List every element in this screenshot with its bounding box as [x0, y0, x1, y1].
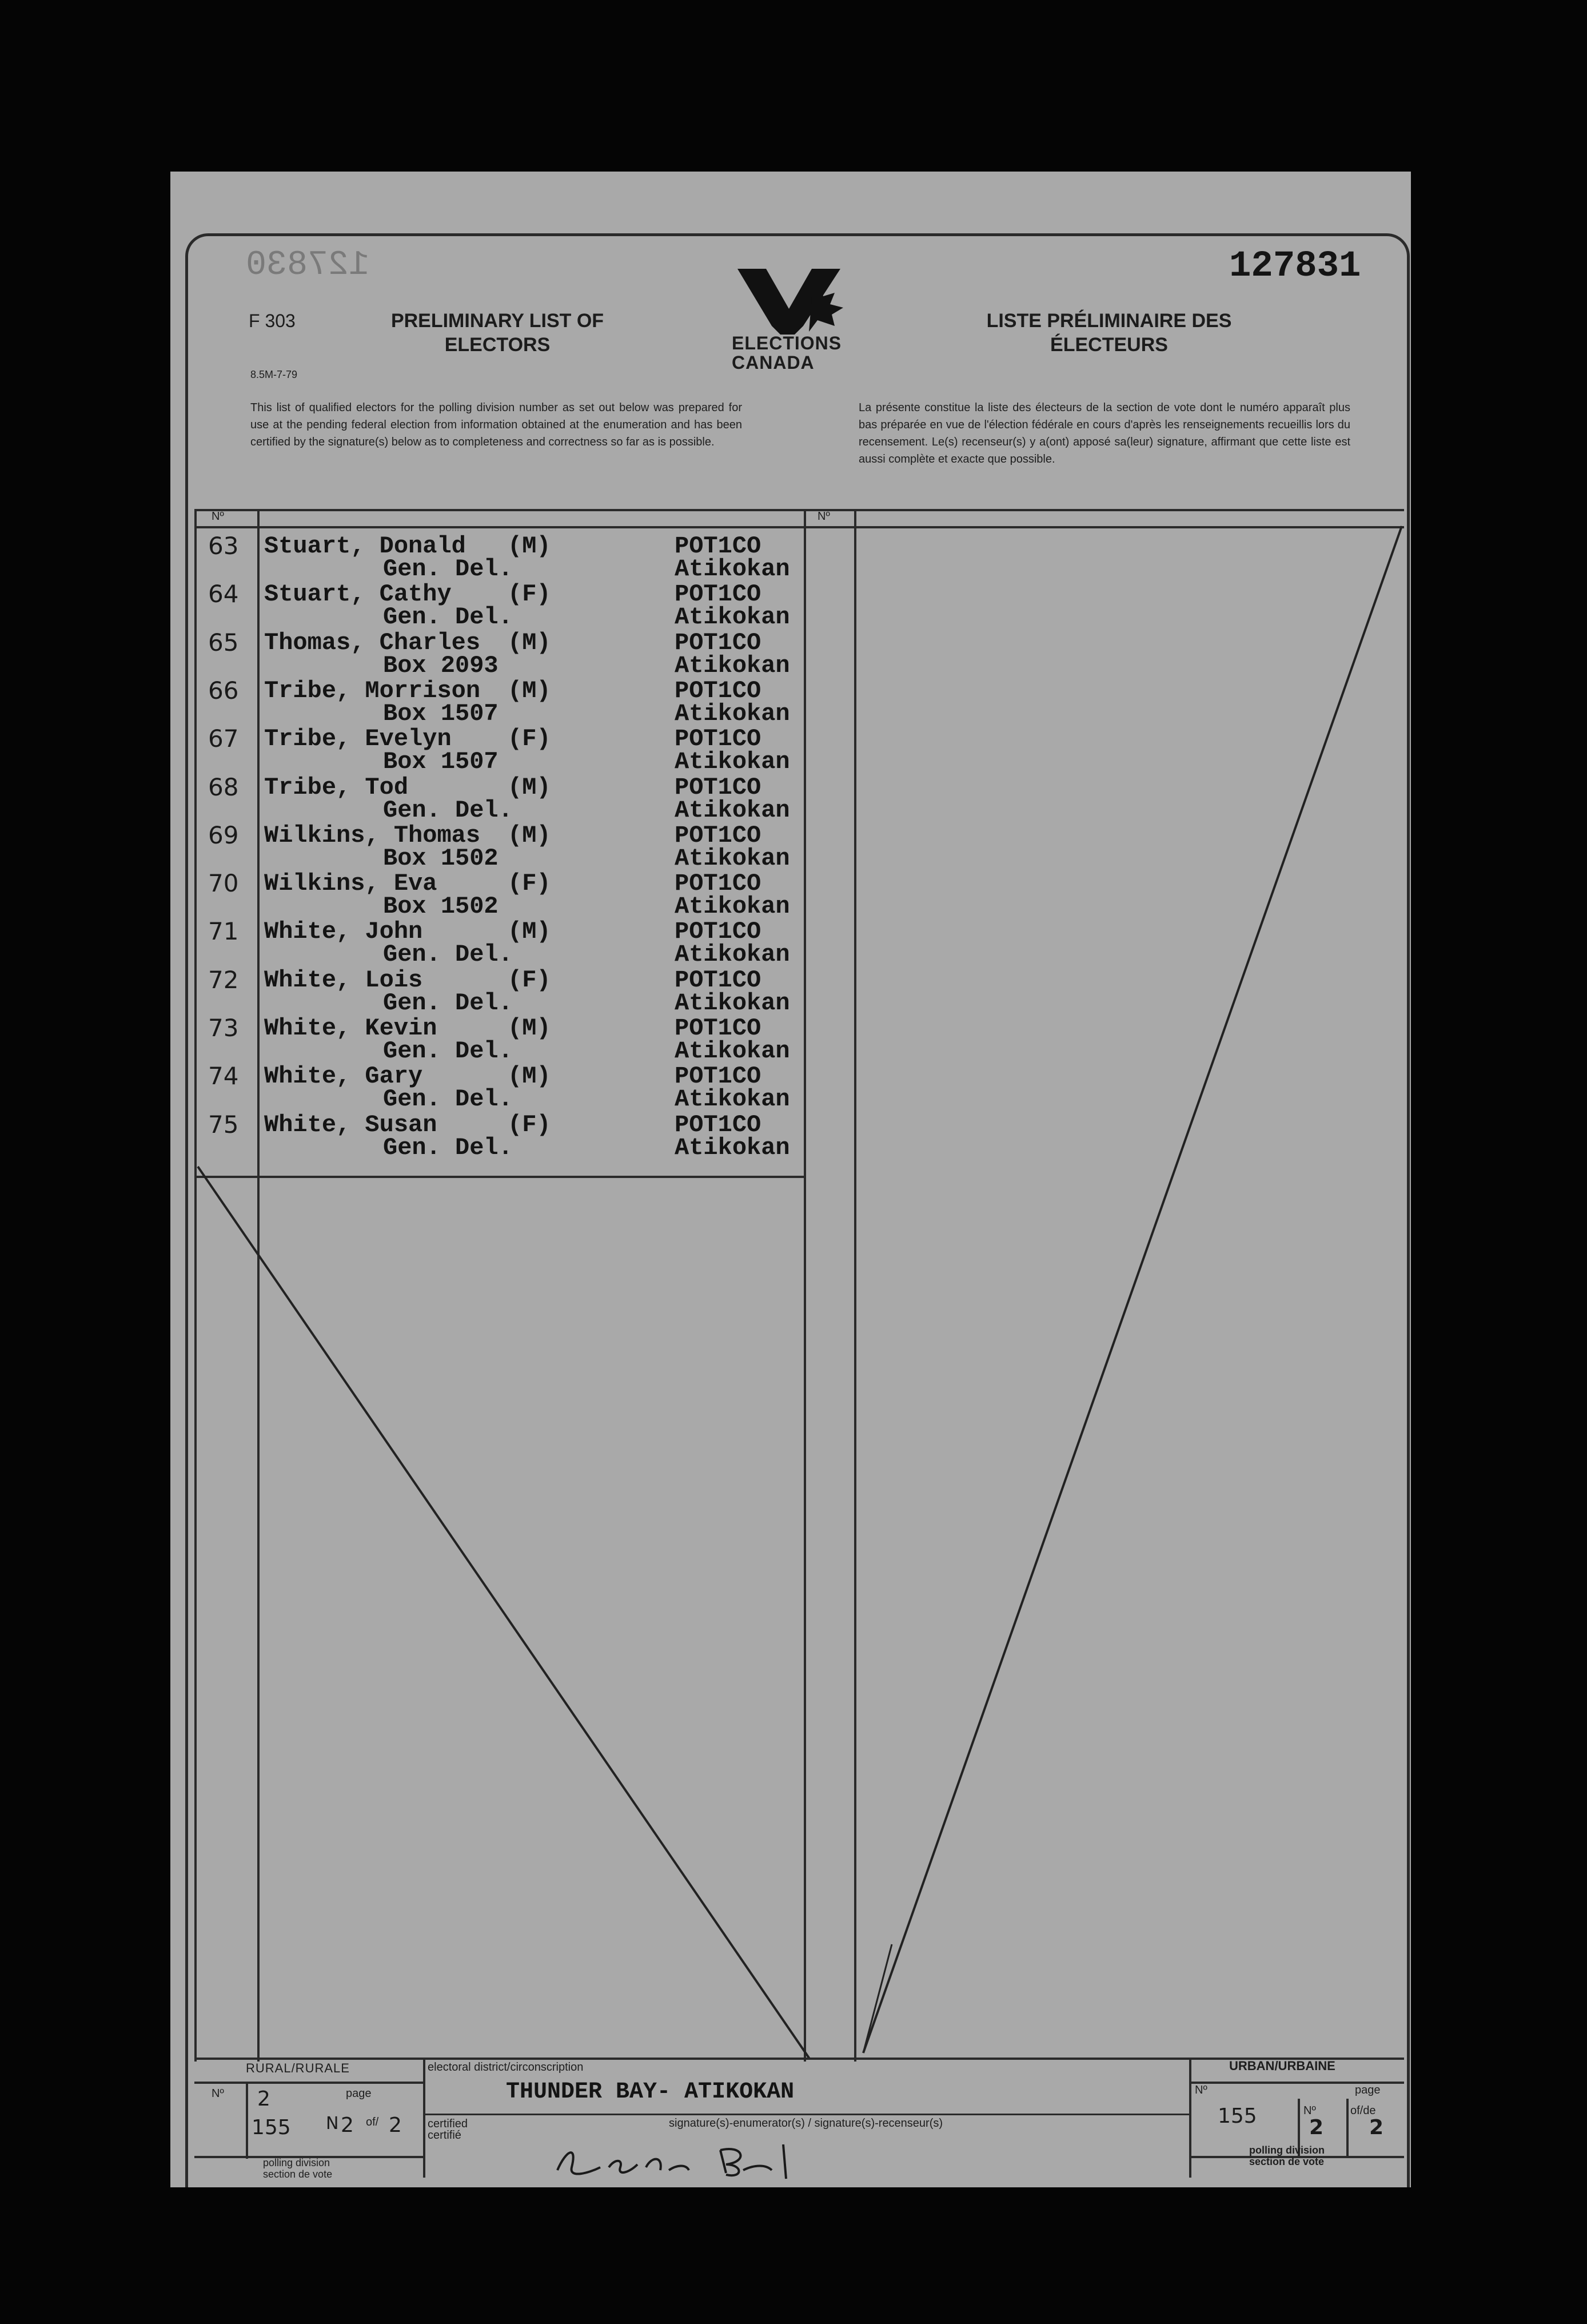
- elector-address: Box 2093: [383, 651, 499, 679]
- elector-sex: (M): [508, 532, 551, 560]
- elector-address: Gen. Del.: [383, 796, 513, 824]
- footer-rural-no-divider: [246, 2082, 248, 2159]
- footer-urban-left: [1189, 2058, 1191, 2178]
- urban-label: URBAN/URBAINE: [1229, 2059, 1335, 2073]
- rural-no-value: 2: [257, 2087, 270, 2111]
- logo-line-1: ELECTIONS: [732, 333, 842, 353]
- urban-of-value: 2: [1369, 2116, 1384, 2139]
- old-number-stamp: 127830: [246, 246, 370, 285]
- elector-number: 72: [208, 965, 239, 994]
- elector-town: Atikokan: [675, 989, 790, 1017]
- elector-postal-code: POT1CO: [675, 1062, 761, 1091]
- elector-town: Atikokan: [675, 941, 790, 969]
- elector-name: White, Susan: [264, 1111, 437, 1139]
- elector-sex: (M): [508, 1062, 551, 1091]
- title-french-line1: LISTE PRÉLIMINAIRE DES: [986, 310, 1232, 332]
- elector-postal-code: POT1CO: [675, 870, 761, 898]
- elector-address: Gen. Del.: [383, 1085, 513, 1113]
- elector-number: 70: [208, 869, 239, 898]
- elector-postal-code: POT1CO: [675, 676, 761, 705]
- elector-name: Tribe, Morrison: [264, 676, 481, 705]
- elector-town: Atikokan: [675, 1085, 790, 1113]
- elector-address: Box 1502: [383, 893, 499, 921]
- elector-address: Box 1507: [383, 748, 499, 776]
- elector-sex: (M): [508, 773, 551, 801]
- rural-polling-line1: polling division: [263, 2157, 330, 2168]
- rural-page-label: page: [346, 2087, 372, 2100]
- certified-line1: certified: [428, 2118, 468, 2130]
- title-english-line1: PRELIMINARY LIST OF: [390, 310, 604, 332]
- elector-postal-code: POT1CO: [675, 580, 761, 608]
- elector-sex: (F): [508, 725, 551, 753]
- title-french-line2: ÉLECTEURS: [1050, 334, 1168, 356]
- elector-postal-code: POT1CO: [675, 1014, 761, 1042]
- elector-address: Gen. Del.: [383, 603, 513, 631]
- elector-number: 69: [208, 821, 239, 849]
- strike-line-left: [198, 1167, 810, 2059]
- elector-town: Atikokan: [675, 555, 790, 583]
- certified-label: [428, 2118, 468, 2141]
- elector-address: Box 1507: [383, 699, 499, 727]
- rural-polling-line2: section de vote: [263, 2168, 333, 2180]
- rural-polling-label: [263, 2157, 332, 2180]
- elector-town: Atikokan: [675, 844, 790, 872]
- elector-name: Tribe, Evelyn: [264, 725, 452, 753]
- elector-town: Atikokan: [675, 699, 790, 727]
- elector-town: Atikokan: [675, 893, 790, 921]
- strike-line-right-b: [863, 1944, 892, 2053]
- elector-address: Box 1502: [383, 844, 499, 872]
- elector-sex: (M): [508, 676, 551, 705]
- elector-number: 71: [208, 917, 239, 946]
- elector-address: Gen. Del.: [383, 989, 513, 1017]
- elector-sex: (F): [508, 1111, 551, 1139]
- elector-town: Atikokan: [675, 651, 790, 679]
- elector-number: 75: [208, 1110, 239, 1139]
- elector-postal-code: POT1CO: [675, 821, 761, 849]
- elector-number: 63: [208, 532, 239, 560]
- rural-no-label: Nº: [212, 2087, 224, 2100]
- elector-address: Gen. Del.: [383, 941, 513, 969]
- district-label: electoral district/circonscription: [428, 2061, 584, 2074]
- footer-top-rule: [194, 2058, 1404, 2060]
- rural-of-value: 2: [389, 2114, 402, 2137]
- elector-town: Atikokan: [675, 603, 790, 631]
- urban-polling-line2: section de vote: [1249, 2156, 1325, 2167]
- elector-address: Gen. Del.: [383, 1037, 513, 1065]
- elector-postal-code: POT1CO: [675, 773, 761, 801]
- enumerator-signature: [555, 2139, 852, 2184]
- elector-name: White, John: [264, 918, 423, 946]
- urban-of-label: of/de: [1350, 2104, 1376, 2117]
- footer-rural-rule: [194, 2082, 423, 2084]
- elector-name: White, Lois: [264, 966, 423, 994]
- elector-number: 66: [208, 676, 239, 705]
- intro-text-french: La présente constitue la liste des électeurs de la section de vote dont le numéro apparaît plus bas préparée en vue de l'élection fédérale en cours d'après les renseignements recueillis lors du recensement. Le(s) recenseur(s) y a(ont) apposé sa(leur) signature, affirmant que cette liste est aussi complète et exacte que possible.: [859, 401, 1350, 465]
- certified-line2: certifié: [428, 2129, 461, 2142]
- urban-page-value: 2: [1309, 2116, 1324, 2139]
- elector-postal-code: POT1CO: [675, 628, 761, 656]
- logo-line-2: CANADA: [732, 352, 815, 373]
- elector-number: 64: [208, 580, 239, 608]
- elector-postal-code: POT1CO: [675, 1111, 761, 1139]
- elector-number: 67: [208, 725, 239, 753]
- footer-rural-right: [423, 2058, 425, 2178]
- elector-number: 65: [208, 628, 239, 656]
- col-header-no-right: Nº: [818, 510, 830, 523]
- elector-name: Wilkins, Thomas: [264, 821, 481, 849]
- elector-town: Atikokan: [675, 1133, 790, 1161]
- elector-name: Wilkins, Eva: [264, 870, 437, 898]
- elector-town: Atikokan: [675, 1037, 790, 1065]
- elector-town: Atikokan: [675, 748, 790, 776]
- elector-name: Stuart, Donald: [264, 532, 466, 560]
- urban-polling-line1: polling division: [1249, 2144, 1325, 2156]
- urban-divider-2: [1346, 2099, 1349, 2156]
- document-number: 127831: [1229, 246, 1361, 287]
- rural-page-value: 2: [341, 2114, 354, 2137]
- elector-postal-code: POT1CO: [675, 918, 761, 946]
- signature-label: signature(s)-enumerator(s) / signature(s)-recenseur(s): [669, 2117, 943, 2130]
- elector-number: 74: [208, 1062, 239, 1091]
- district-rule: [423, 2114, 1189, 2115]
- urban-polling-label: [1249, 2144, 1325, 2167]
- elector-sex: (F): [508, 580, 551, 608]
- elector-sex: (M): [508, 821, 551, 849]
- elector-postal-code: POT1CO: [675, 966, 761, 994]
- urban-no-mark: Nº: [1303, 2104, 1316, 2117]
- rural-n-mark: N: [326, 2114, 339, 2134]
- elector-name: White, Gary: [264, 1062, 423, 1091]
- rural-division-value: 155: [252, 2116, 291, 2139]
- elector-name: Tribe, Tod: [264, 773, 409, 801]
- elector-town: Atikokan: [675, 796, 790, 824]
- elector-address: Gen. Del.: [383, 555, 513, 583]
- elector-sex: (F): [508, 966, 551, 994]
- title-english-line2: ELECTORS: [444, 334, 551, 356]
- col-header-no-left: Nº: [212, 510, 224, 523]
- urban-page-label: page: [1355, 2084, 1381, 2096]
- elector-number: 68: [208, 773, 239, 801]
- elector-number: 73: [208, 1014, 239, 1042]
- rural-label: RURAL/RURALE: [246, 2061, 350, 2075]
- elector-sex: (F): [508, 870, 551, 898]
- elector-name: Thomas, Charles: [264, 628, 481, 656]
- intro-text-english: This list of qualified electors for the polling division number as set out below was prepared for use at the pending federal election from information obtained at the enumeration and has been certified by the signature(s) below as to completeness and correctness so far as is possible.: [250, 401, 742, 448]
- urban-division-value: 155: [1218, 2104, 1257, 2128]
- urban-no-label: Nº: [1195, 2084, 1207, 2096]
- elector-sex: (M): [508, 628, 551, 656]
- strike-line-right-a: [863, 526, 1402, 2053]
- elector-postal-code: POT1CO: [675, 725, 761, 753]
- form-code: 8.5M-7-79: [250, 369, 298, 380]
- elector-postal-code: POT1CO: [675, 532, 761, 560]
- rural-of-label: of/: [366, 2116, 379, 2128]
- elector-sex: (M): [508, 918, 551, 946]
- elector-address: Gen. Del.: [383, 1133, 513, 1161]
- form-number: F 303: [249, 311, 296, 331]
- elector-sex: (M): [508, 1014, 551, 1042]
- elector-name: White, Kevin: [264, 1014, 437, 1042]
- district-value: THUNDER BAY- ATIKOKAN: [506, 2079, 795, 2105]
- elector-name: Stuart, Cathy: [264, 580, 452, 608]
